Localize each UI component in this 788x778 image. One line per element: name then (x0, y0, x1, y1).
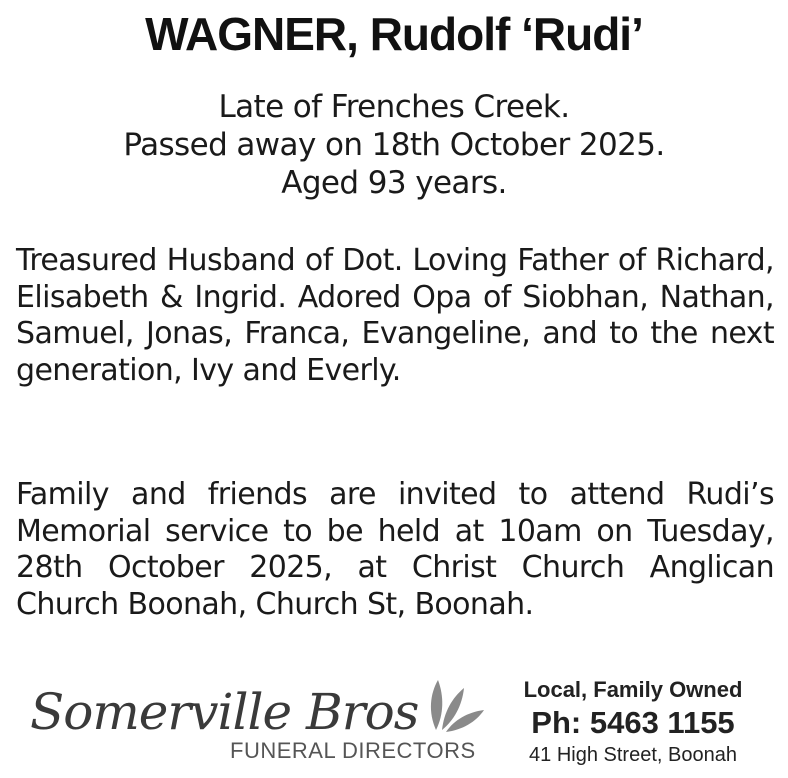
service-paragraph: Family and friends are invited to attend Rudi’s Memorial service to be held at 10am on Tuesday, 28th October 2025, at Christ Church Anglican Church Boonah, Church St, Boonah. (16, 477, 774, 622)
age-line: Aged 93 years. (281, 165, 507, 201)
family-paragraph: Treasured Husband of Dot. Loving Father of Richard, Elisabeth & Ingrid. Adored Opa of Siobhan, Nathan, Samuel, Jonas, Franca, Evangeline, and to the next generation, Ivy and Everly. (16, 243, 774, 388)
phone-number: Ph: 5463 1155 (531, 705, 735, 740)
brand-subtitle: FUNERAL DIRECTORS (230, 738, 476, 763)
brand-name: Somerville Bros (30, 683, 419, 741)
funeral-director-footer (0, 672, 788, 778)
leaf-icon (418, 672, 488, 734)
deceased-name: WAGNER, Rudolf ‘Rudi’ (145, 8, 643, 60)
residence-line: Late of Frenches Creek. (218, 89, 570, 125)
date-of-death-line: Passed away on 18th October 2025. (123, 127, 665, 163)
street-address: 41 High Street, Boonah (529, 744, 737, 766)
notice-details (0, 88, 788, 202)
tagline: Local, Family Owned (523, 677, 743, 702)
contact-block (498, 676, 768, 768)
